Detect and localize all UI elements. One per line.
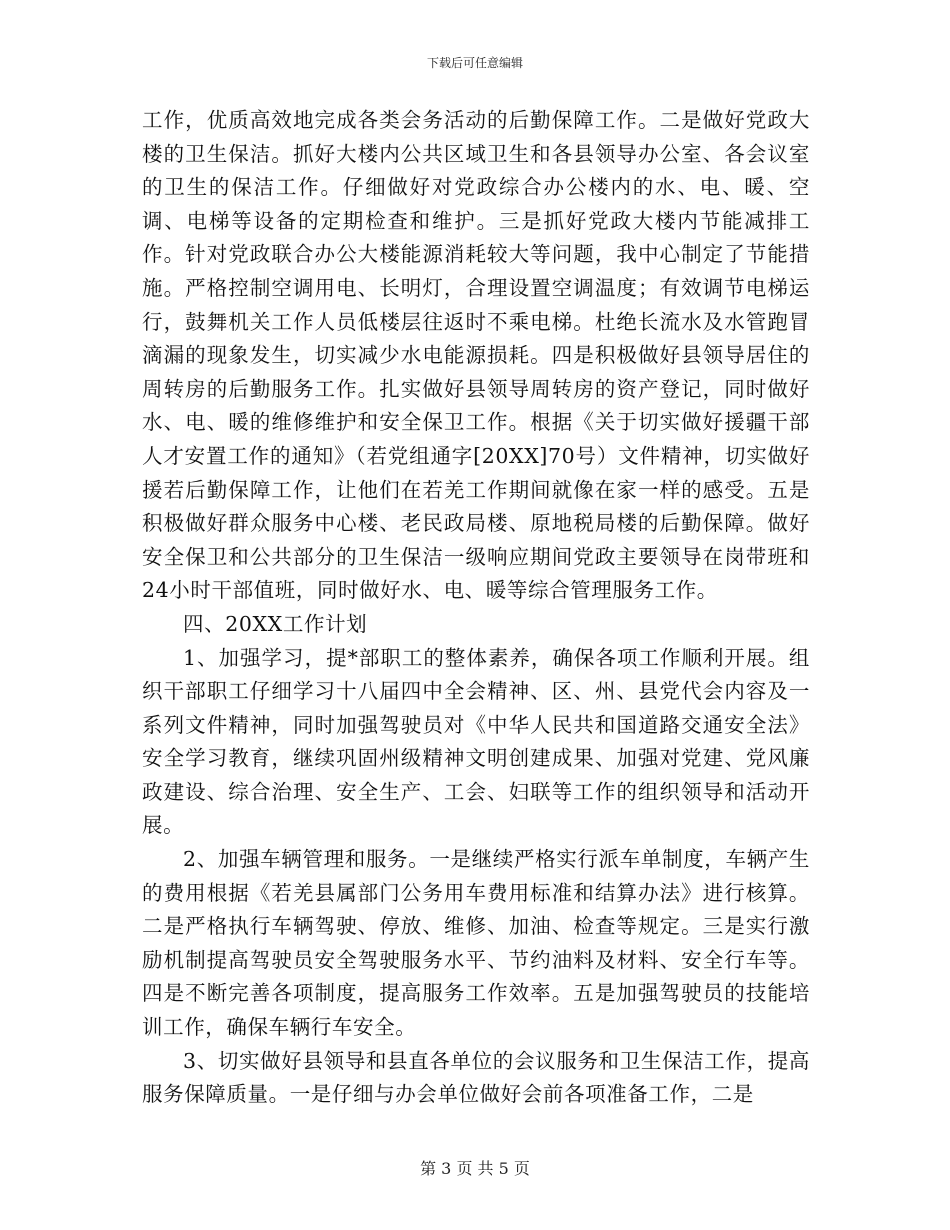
page-number-footer: 第 3 页 共 5 页 (420, 1159, 530, 1178)
paragraph-plan-item-1: 1、加强学习，提*部职工的整体素养，确保各项工作顺利开展。组织干部职工仔细学习十八届四中全会精神、区、州、县党代会内容及一系列文件精神，同时加强驾驶员对《中华人民共和国道路交通安全法》安全学习教育，继续巩固州级精神文明创建成果、加强对党建、党风廉政建设、综合治理、安全生产、工会、妇联等工作的组织领导和活动开展。 (142, 645, 810, 838)
page-header: 下载后可任意编辑 (426, 56, 523, 70)
paragraph-plan-item-2: 2、加强车辆管理和服务。一是继续严格实行派车单制度，车辆产生的费用根据《若羌县属部门公务用车费用标准和结算办法》进行核算。二是严格执行车辆驾驶、停放、维修、加油、检查等规定。三是实行激励机制提高驾驶员安全驾驶服务水平、节约油料及材料、安全行车等。四是不断完善各项制度，提高服务工作效率。五是加强驾驶员的技能培训工作，确保车辆行车安全。 (142, 847, 810, 1040)
document-body (142, 104, 810, 1112)
paragraph-logistics-work: 工作，优质高效地完成各类会务活动的后勤保障工作。二是做好党政大楼的卫生保洁。抓好大楼内公共区域卫生和各县领导办公室、各会议室的卫生的保洁工作。仔细做好对党政综合办公楼内的水、电、暖、空调、电梯等设备的定期检查和维护。三是抓好党政大楼内节能减排工作。针对党政联合办公大楼能源消耗较大等问题，我中心制定了节能措施。严格控制空调用电、长明灯，合理设置空调温度；有效调节电梯运行，鼓舞机关工作人员低楼层往返时不乘电梯。杜绝长流水及水管跑冒滴漏的现象发生，切实减少水电能源损耗。四是积极做好县领导居住的周转房的后勤服务工作。扎实做好县领导周转房的资产登记，同时做好水、电、暖的维修维护和安全保卫工作。根据《关于切实做好援疆干部人才安置工作的通知》（若党组通字[20XX]70号）文件精神，切实做好援若后勤保障工作，让他们在若羌工作期间就像在家一样的感受。五是积极做好群众服务中心楼、老民政局楼、原地税局楼的后勤保障。做好安全保卫和公共部分的卫生保洁一级响应期间党政主要领导在岗带班和24小时干部值班，同时做好水、电、暖等综合管理服务工作。 (142, 108, 810, 603)
paragraph-plan-item-3: 3、切实做好县领导和县直各单位的会议服务和卫生保洁工作，提高服务保障质量。一是仔细与办会单位做好会前各项准备工作，二是 (142, 1048, 810, 1107)
section-heading-work-plan: 四、20XX工作计划 (183, 611, 368, 636)
